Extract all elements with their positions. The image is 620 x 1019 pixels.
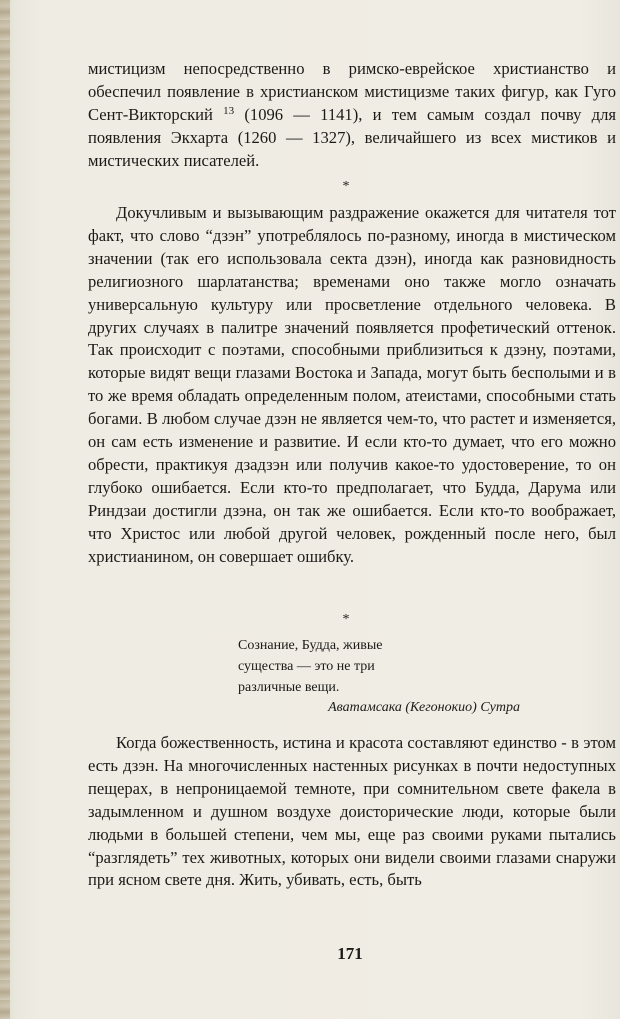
page-binding-edge <box>0 0 10 1019</box>
paragraph-zen-meanings <box>88 202 616 569</box>
epigraph <box>238 635 528 698</box>
section-separator: * <box>342 179 350 194</box>
epigraph-line: различные вещи. <box>238 680 340 695</box>
epigraph-line: существа — это не три <box>238 659 375 674</box>
paragraph-2-text: Докучливым и вызывающим раздражение окажется для читателя тот факт, что слово “дзэн” употреблялось по-разному, иногда в мистическом значении (так его использовала секта дзэн), иногда как разновидность религиозного шарлатанства; временами оно также могло означать универсальную культуру или просветление отдельного человека. В других случаях в палитре значений появляется профетический оттенок. Так происходит с поэтами, способными приблизиться к дзэну, поэтами, которые видят вещи глазами Востока и Запада, могут быть бесполыми и в то же время обладать определенным полом, атеистами, способными стать богами. В любом случае дзэн не является чем-то, что растет и изменяется, он сам есть изменение и развитие. И если кто-то думает, что его можно обрести, практикуя дзадзэн или получив какое-то удостоверение, то он глубоко ошибается. Если кто-то предполагает, что Будда, Дарума или Риндзаи достигли дзэна, он так же ошибается. Если кто-то воображает, что Христос или любой другой человек, рожденный после него, был христианином, он совершает ошибку. <box>88 203 616 566</box>
paragraph-3-text: Когда божественность, истина и красота составляют единство - в этом есть дзэн. На многочисленных настенных рисунках в почти недоступных пещерах, в непроницаемой темноте, при сомнительном свете факела в задымленном и душном воздухе доисторические люди, которые были людьми в большей степени, чем мы, еще раз своими руками пытались “разглядеть” тех животных, которых они видели своими глазами снаружи при ясном свете дня. Жить, убивать, есть, быть <box>88 733 616 890</box>
paragraph-continued <box>88 58 616 173</box>
page-number: 171 <box>337 944 363 963</box>
paragraph-1-text-b: (1096 — 1141), и тем самым создал почву для появления Экхарта (1260 — 1327), величайшего из всех мистиков и мистических писателей. <box>88 104 616 170</box>
paragraph-divinity <box>88 732 616 892</box>
paragraph-1-text-a: мистицизм непосредственно в римско-еврейское христианство и обеспечил появление в христианском мистицизме таких фигур, как Гуго Сент-Викторский <box>88 59 616 124</box>
footnote-marker: 13 <box>223 104 235 117</box>
section-separator: * <box>342 612 350 627</box>
epigraph-line: Сознание, Будда, живые <box>238 638 383 653</box>
epigraph-attribution: Аватамсака (Кегонокио) Сутра <box>328 700 520 715</box>
